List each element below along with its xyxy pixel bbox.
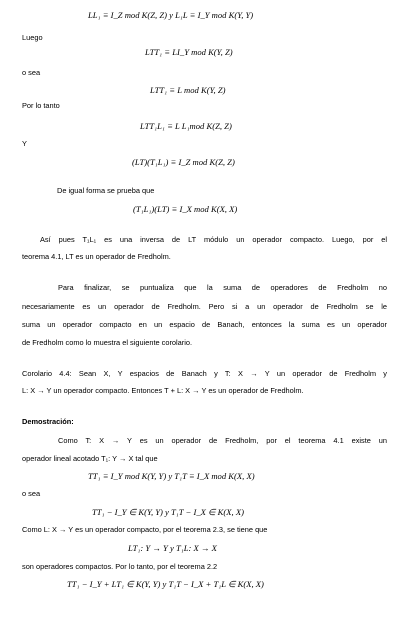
equation-line: TT₁ − I_Y + LT₁ ∈ K(Y, Y) y T₁T − I_X + T₁L ∈ K(X, X)	[67, 579, 264, 589]
text-line: Y	[22, 139, 27, 148]
equation-line: LTT₁L₁ ≡ L L₁mod K(Z, Z)	[140, 121, 232, 131]
proof-line: operador lineal acotado T₁: Y → X tal que	[22, 454, 158, 463]
paragraph-line: Para finalizar, se puntualiza que la suma de operadores de Fredholm no	[58, 283, 387, 292]
paragraph-line: teorema 4.1, LT es un operador de Fredholm.	[22, 252, 171, 261]
paragraph-line: necesariamente es un operador de Fredholm. Pero si a un operador de Fredholm se le	[22, 302, 387, 311]
corollary-line: L: X → Y un operador compacto. Entonces T + L: X → Y es un operador de Fredholm.	[22, 386, 304, 395]
equation-line: LL₁ ≡ I_Z mod K(Z, Z) y L₁L ≡ I_Y mod K(Y, Y)	[88, 10, 254, 20]
text-line: De igual forma se prueba que	[57, 186, 155, 195]
equation-line: LTT₁ ≡ L mod K(Y, Z)	[150, 85, 226, 95]
proof-line: Como T: X → Y es un operador de Fredholm, por el teorema 4.1 existe un	[58, 436, 387, 445]
proof-line: Como L: X → Y es un operador compacto, por el teorema 2.3, se tiene que	[22, 525, 268, 534]
equation-line: (LT)(T₁L₁) ≡ I_Z mod K(Z, Z)	[132, 157, 235, 167]
equation-line: (T₁L₁)(LT) ≡ I_X mod K(X, X)	[133, 204, 238, 214]
paragraph-line: suma un operador compacto en un espacio de Banach, entonces la suma es un operador	[22, 320, 387, 329]
proof-heading: Demostración:	[22, 417, 74, 426]
text-line: o sea	[22, 489, 41, 498]
text-line: Por lo tanto	[22, 101, 60, 110]
equation-line: LTT₁ ≡ LI_Y mod K(Y, Z)	[145, 47, 233, 57]
text-line: Luego	[22, 33, 43, 42]
text-line: o sea	[22, 68, 41, 77]
paragraph-line: Así pues T₁L₁ es una inversa de LT módulo un operador compacto. Luego, por el	[40, 235, 387, 244]
proof-line: son operadores compactos. Por lo tanto, por el teorema 2.2	[22, 562, 218, 571]
equation-line: TT₁ ≡ I_Y mod K(Y, Y) y T₁T ≡ I_X mod K(X, X)	[88, 471, 255, 481]
corollary-line: Corolario 4.4: Sean X, Y espacios de Banach y T: X → Y un operador de Fredholm y	[22, 369, 387, 378]
equation-line: TT₁ − I_Y ∈ K(Y, Y) y T₁T − I_X ∈ K(X, X)	[92, 507, 244, 517]
equation-line: LT₁: Y → Y y T₁L: X → X	[128, 543, 217, 553]
paragraph-line: de Fredholm como lo muestra el siguiente corolario.	[22, 338, 193, 347]
